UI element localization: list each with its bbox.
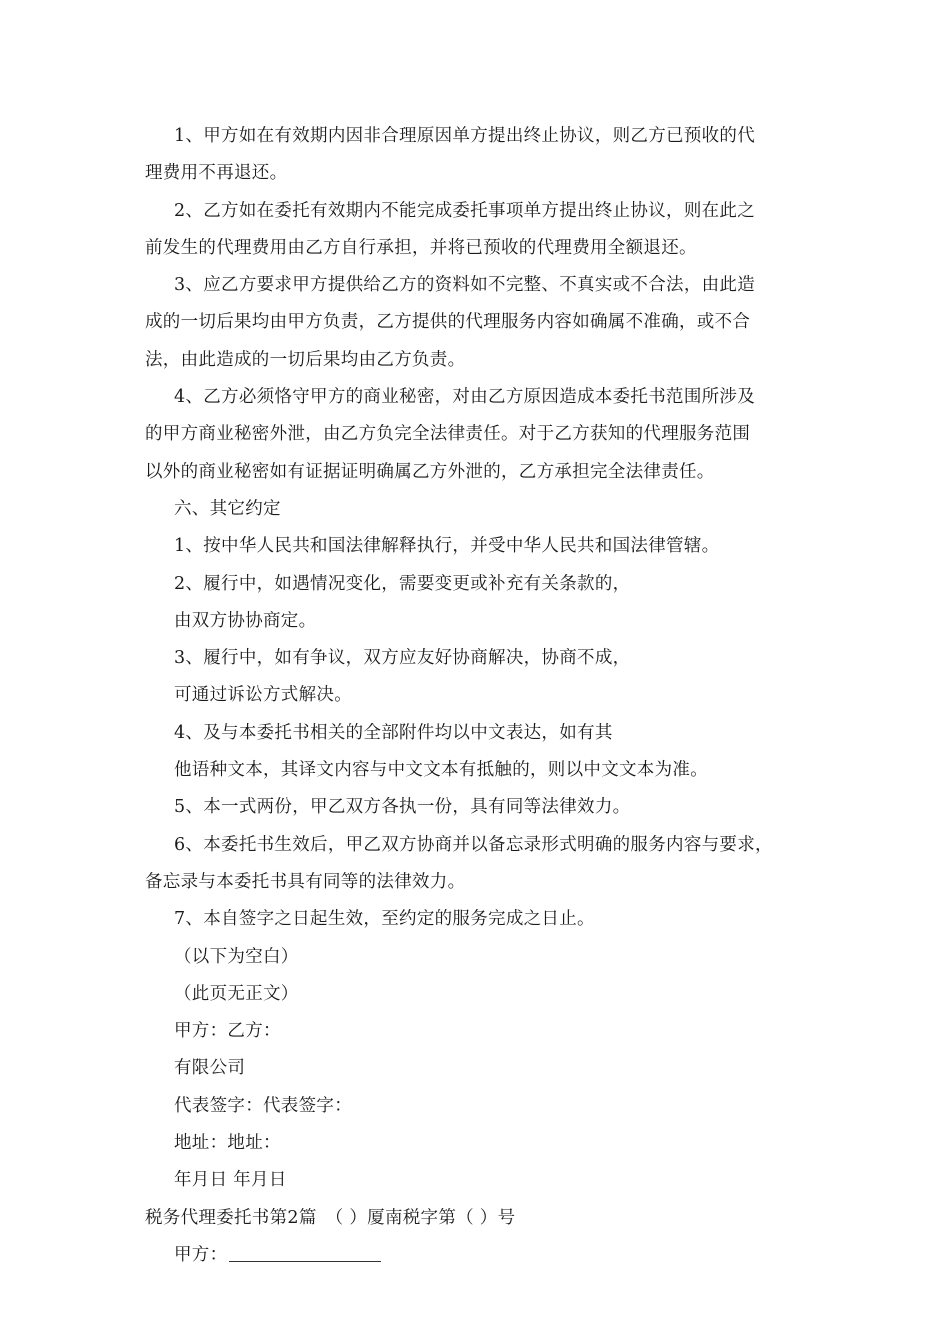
paragraph-line: 理费用不再退还。 — [145, 163, 288, 184]
document-body — [145, 118, 810, 1274]
paragraph-line: 7、本自签字之日起生效，至约定的服务完成之日止。 — [174, 909, 595, 930]
address-line: 地址：地址： — [174, 1133, 281, 1154]
paragraph-line: 4、乙方必须恪守甲方的商业秘密，对由乙方原因造成本委托书范围所涉及 — [174, 387, 756, 408]
paragraph-line: 前发生的代理费用由乙方自行承担，并将已预收的代理费用全额退还。 — [145, 237, 697, 258]
paragraph-line: 6、本委托书生效后，甲乙双方协商并以备忘录形式明确的服务内容与要求， — [174, 834, 773, 855]
paragraph-line: 可通过诉讼方式解决。 — [174, 685, 352, 706]
party-a-label: 甲方： — [174, 1244, 228, 1265]
date-line: 年月日 年月日 — [174, 1170, 287, 1191]
paragraph-line: 的甲方商业秘密外泄，由乙方负完全法律责任。对于乙方获知的代理服务范围 — [145, 424, 751, 445]
blank-note: （此页无正文） — [174, 983, 299, 1004]
party-a-line — [145, 1237, 810, 1274]
paragraph-line: 2、履行中，如遇情况变化，需要变更或补充有关条款的， — [174, 573, 631, 594]
paragraph-line: 法，由此造成的一切后果均由乙方负责。 — [145, 349, 466, 370]
section-heading: 六、其它约定 — [174, 498, 281, 519]
party-a-blank — [229, 1260, 381, 1262]
paragraph-line: 2、乙方如在委托有效期内不能完成委托事项单方提出终止协议，则在此之 — [174, 200, 756, 221]
document-title-line: 税务代理委托书第2篇 （ ）厦南税字第（ ）号 — [145, 1207, 516, 1228]
representative-signature-line: 代表签字：代表签字： — [174, 1095, 352, 1116]
paragraph-line: 1、甲方如在有效期内因非合理原因单方提出终止协议，则乙方已预收的代 — [174, 126, 756, 146]
paragraph-line: 备忘录与本委托书具有同等的法律效力。 — [145, 871, 466, 892]
paragraph-line: 1、按中华人民共和国法律解释执行，并受中华人民共和国法律管辖。 — [174, 536, 720, 557]
paragraph-line: 3、应乙方要求甲方提供给乙方的资料如不完整、不真实或不合法，由此造 — [174, 275, 756, 296]
paragraph-line: 5、本一式两份，甲乙双方各执一份，具有同等法律效力。 — [174, 797, 631, 818]
paragraph-line: 成的一切后果均由甲方负责，乙方提供的代理服务内容如确属不准确，或不合 — [145, 312, 751, 333]
paragraph-line: 由双方协协商定。 — [174, 610, 317, 631]
blank-note: （以下为空白） — [174, 946, 299, 967]
company-line: 有限公司 — [174, 1058, 246, 1079]
paragraph-line: 3、履行中，如有争议，双方应友好协商解决，协商不成， — [174, 648, 631, 669]
paragraph-line: 以外的商业秘密如有证据证明确属乙方外泄的，乙方承担完全法律责任。 — [145, 461, 715, 482]
paragraph-line: 他语种文本，其译文内容与中文文本有抵触的，则以中文文本为准。 — [174, 760, 708, 781]
paragraph-line: 4、及与本委托书相关的全部附件均以中文表达，如有其 — [174, 722, 613, 743]
signature-parties: 甲方：乙方： — [174, 1021, 281, 1042]
